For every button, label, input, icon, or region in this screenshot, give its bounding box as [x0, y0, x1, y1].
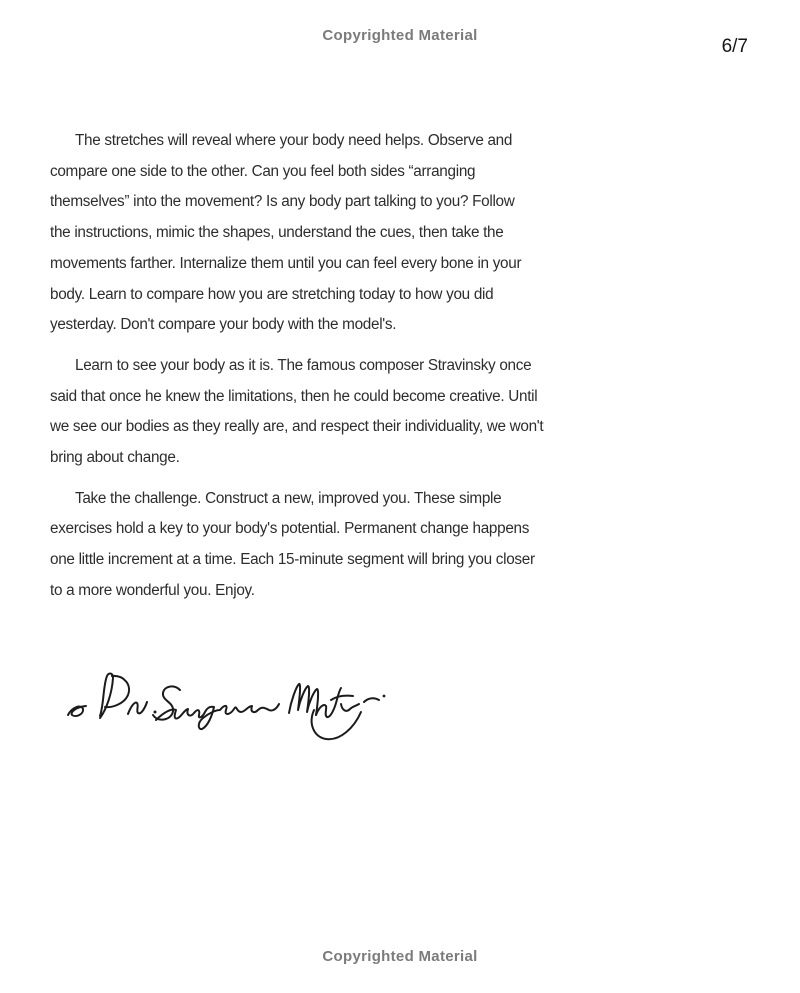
signature-handwriting-icon — [62, 660, 392, 752]
text-line: movements farther. Internalize them until you can feel every bone in your — [50, 254, 522, 272]
signature — [62, 660, 392, 752]
body-text — [50, 126, 550, 617]
bottom-watermark: Copyrighted Material — [322, 948, 478, 965]
text-line: themselves” into the movement? Is any body part talking to you? Follow — [50, 193, 515, 211]
page-indicator: 6/7 — [721, 36, 748, 57]
paragraph — [50, 484, 550, 607]
text-line: compare one side to the other. Can you feel both sides “arranging — [50, 162, 476, 180]
text-line: the instructions, mimic the shapes, understand the cues, then take the — [50, 224, 504, 242]
paragraph — [50, 351, 550, 474]
text-line: The stretches will reveal where your body need helps. Observe and — [75, 132, 513, 149]
text-line: exercises hold a key to your body's potential. Permanent change happens — [50, 520, 530, 538]
text-line: body. Learn to compare how you are stretching today to how you did — [50, 285, 494, 303]
text-line: to a more wonderful you. Enjoy. — [50, 581, 255, 599]
text-line: Take the challenge. Construct a new, improved you. These simple — [75, 489, 502, 507]
text-line: said that once he knew the limitations, then he could become creative. Until — [50, 387, 538, 405]
text-line: yesterday. Don't compare your body with the model's. — [50, 316, 397, 334]
text-line: Learn to see your body as it is. The famous composer Stravinsky once — [75, 356, 532, 374]
text-line: we see our bodies as they really are, and respect their individuality, we won't — [50, 418, 544, 436]
paragraph — [50, 126, 550, 341]
text-line: one little increment at a time. Each 15-minute segment will bring you closer — [50, 551, 535, 569]
top-watermark: Copyrighted Material — [322, 27, 478, 44]
text-line: bring about change. — [50, 449, 180, 467]
